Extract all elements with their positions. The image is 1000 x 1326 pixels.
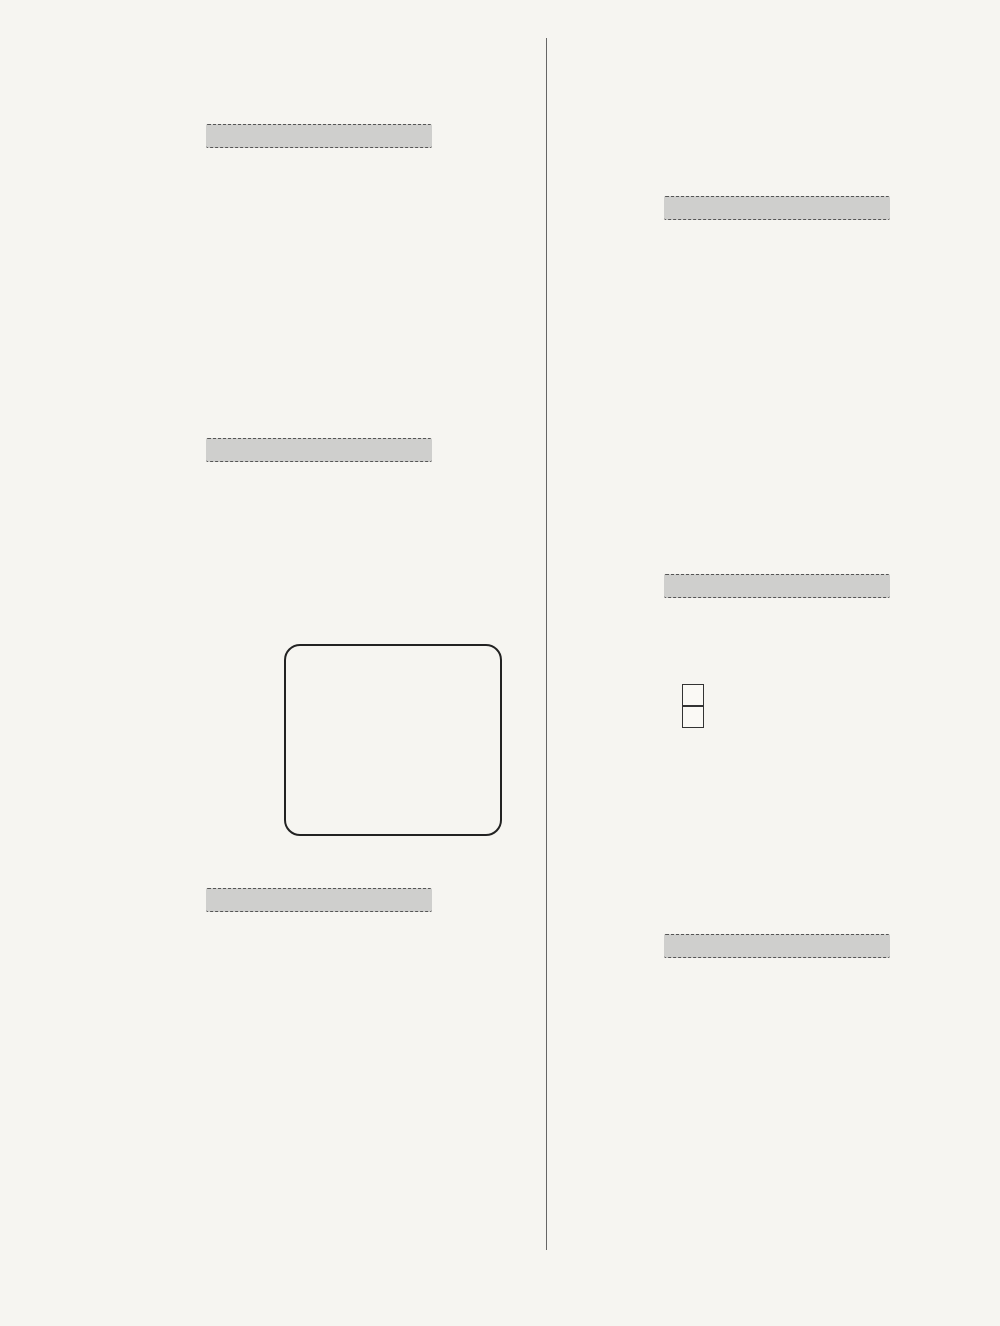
section-header [664, 934, 890, 958]
corner-stamp [800, 1226, 998, 1326]
section-header [206, 124, 432, 148]
section-header [206, 438, 432, 462]
crossword-cell [682, 684, 704, 706]
section-header [206, 888, 432, 912]
section-header [664, 574, 890, 598]
crossword-grid [594, 662, 774, 828]
section-header [664, 196, 890, 220]
crossword-cell [682, 706, 704, 728]
watermark [284, 644, 502, 836]
column-divider [546, 38, 547, 1250]
